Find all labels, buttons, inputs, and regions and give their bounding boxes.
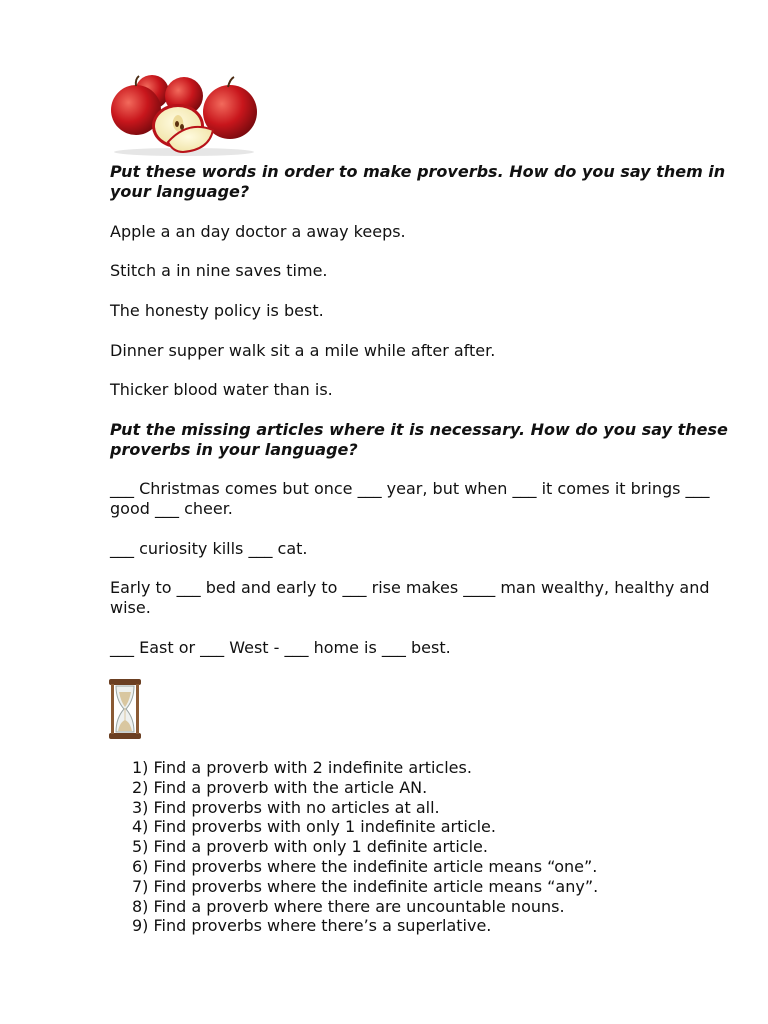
proverb-item: Apple a an day doctor a away keeps. bbox=[110, 222, 406, 241]
task-item: 4) Find proverbs with only 1 indefinite article. bbox=[132, 817, 496, 837]
task-item: 3) Find proverbs with no articles at all. bbox=[132, 797, 440, 817]
task-item: 6) Find proverbs where the indefinite article means “one”. bbox=[132, 856, 598, 876]
task-item: 5) Find a proverb with only 1 definite article. bbox=[132, 837, 488, 857]
task-item: 9) Find proverbs where there’s a superlative. bbox=[132, 916, 492, 936]
section2-heading: Put the missing articles where it is necessary. How do you say these proverbs in your language? bbox=[110, 420, 728, 459]
section1-heading: Put these words in order to make proverbs. How do you say them in your language? bbox=[110, 162, 726, 201]
proverb-item: Stitch a in nine saves time. bbox=[110, 261, 328, 280]
hourglass-illustration bbox=[108, 678, 142, 740]
proverb-item: Dinner supper walk sit a a mile while after after. bbox=[110, 341, 496, 360]
task-item: 8) Find a proverb where there are uncountable nouns. bbox=[132, 896, 565, 916]
task-item: 2) Find a proverb with the article AN. bbox=[132, 777, 428, 797]
fill-in-item: ___ Christmas comes but once ___ year, but when ___ it comes it brings ___ good ___ cheer. bbox=[110, 479, 710, 518]
apples-illustration bbox=[108, 72, 260, 156]
task-item: 1) Find a proverb with 2 indefinite articles. bbox=[132, 758, 472, 777]
fill-in-item: ___ curiosity kills ___ cat. bbox=[110, 539, 308, 558]
task-item: 7) Find proverbs where the indefinite article means “any”. bbox=[132, 876, 599, 896]
fill-in-item: Early to ___ bed and early to ___ rise makes ____ man wealthy, healthy and wise. bbox=[110, 578, 710, 617]
task-list bbox=[110, 758, 710, 936]
proverb-item: Thicker blood water than is. bbox=[110, 380, 333, 399]
fill-in-item: ___ East or ___ West - ___ home is ___ best. bbox=[110, 638, 451, 657]
proverb-item: The honesty policy is best. bbox=[110, 301, 324, 320]
